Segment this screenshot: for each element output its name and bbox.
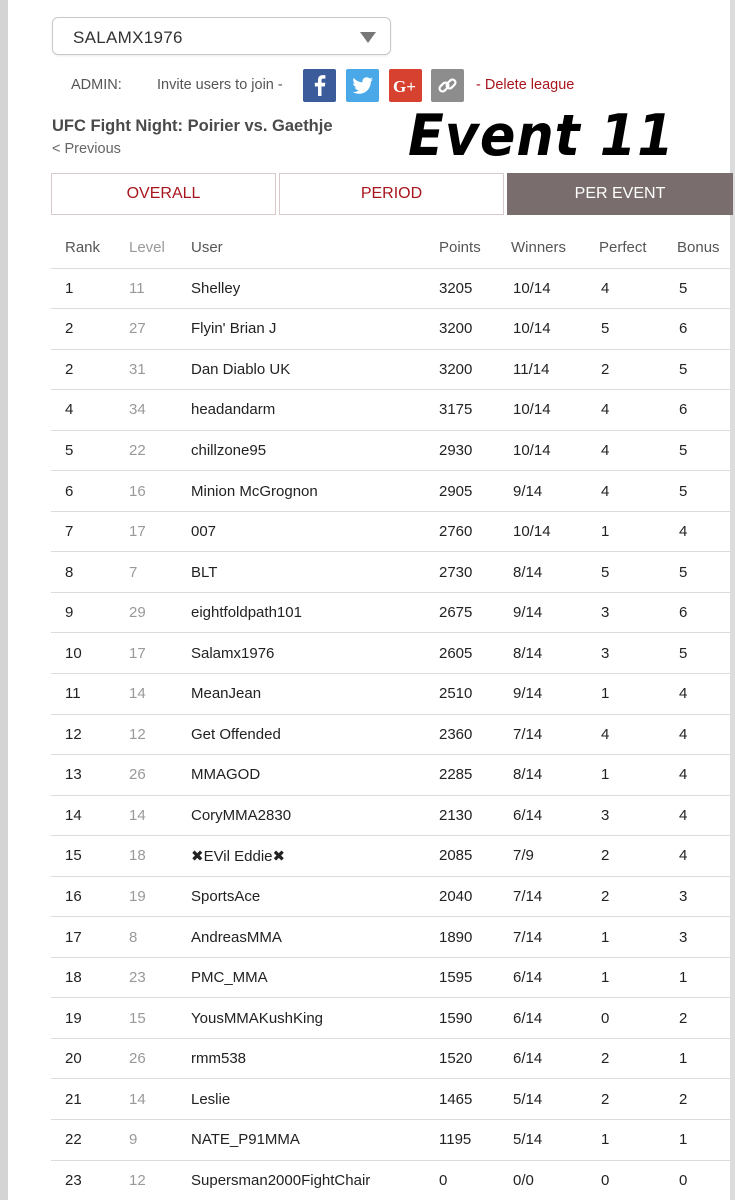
bonus-cell: 5 [677,552,733,593]
winners-cell: 6/14 [511,998,599,1039]
winners-cell: 6/14 [511,957,599,998]
winners-cell: 8/14 [511,633,599,674]
points-cell: 1520 [439,1038,511,1079]
table-row[interactable] [51,430,733,471]
user-cell[interactable]: Get Offended [191,714,439,755]
winners-cell: 10/14 [511,511,599,552]
table-row[interactable] [51,309,733,350]
league-select-value: SALAMX1976 [73,28,183,47]
bonus-cell: 5 [677,633,733,674]
rank-cell: 20 [51,1038,129,1079]
perfect-cell: 2 [599,1079,677,1120]
header-bonus[interactable]: Bonus [677,239,720,257]
tab-overall[interactable]: OVERALL [51,173,276,215]
perfect-cell: 0 [599,998,677,1039]
table-row[interactable] [51,1079,733,1120]
table-row[interactable] [51,795,733,836]
perfect-cell: 3 [599,633,677,674]
table-row[interactable] [51,1119,733,1160]
rank-cell: 2 [51,309,129,350]
link-icon[interactable] [431,69,464,102]
rank-cell: 6 [51,471,129,512]
perfect-cell: 4 [599,471,677,512]
table-row[interactable] [51,390,733,431]
table-row[interactable] [51,714,733,755]
winners-cell: 5/14 [511,1079,599,1120]
points-cell: 1195 [439,1119,511,1160]
perfect-cell: 1 [599,1119,677,1160]
table-row[interactable] [51,876,733,917]
bonus-cell: 5 [677,349,733,390]
bonus-cell: 4 [677,714,733,755]
points-cell: 3200 [439,349,511,390]
header-level[interactable]: Level [129,239,165,257]
user-cell[interactable]: headandarm [191,390,439,431]
table-row[interactable] [51,471,733,512]
winners-cell: 9/14 [511,673,599,714]
winners-cell: 9/14 [511,592,599,633]
level-cell: 12 [129,714,191,755]
perfect-cell: 1 [599,957,677,998]
user-cell[interactable]: ✖EVil Eddie✖ [191,836,439,877]
rank-cell: 16 [51,876,129,917]
winners-cell: 11/14 [511,349,599,390]
rank-cell: 13 [51,755,129,796]
user-cell[interactable]: 007 [191,511,439,552]
bonus-cell: 1 [677,1119,733,1160]
perfect-cell: 4 [599,268,677,309]
leaderboard-table [51,228,733,1200]
winners-cell: 5/14 [511,1119,599,1160]
rank-cell: 4 [51,390,129,431]
rank-cell: 22 [51,1119,129,1160]
table-row[interactable] [51,1160,733,1200]
bonus-cell: 3 [677,876,733,917]
google-plus-icon[interactable] [389,69,422,102]
user-cell[interactable]: MeanJean [191,673,439,714]
table-row[interactable] [51,511,733,552]
bonus-cell: 1 [677,957,733,998]
winners-cell: 7/14 [511,714,599,755]
winners-cell: 7/9 [511,836,599,877]
perfect-cell: 1 [599,673,677,714]
level-cell: 14 [129,1079,191,1120]
level-cell: 14 [129,795,191,836]
points-cell: 0 [439,1160,511,1200]
header-user[interactable]: User [191,239,223,257]
table-row[interactable] [51,268,733,309]
table-row[interactable] [51,673,733,714]
user-cell[interactable]: Dan Diablo UK [191,349,439,390]
points-cell: 2085 [439,836,511,877]
rank-cell: 10 [51,633,129,674]
points-cell: 2605 [439,633,511,674]
svg-text:G+: G+ [393,77,416,96]
bonus-cell: 6 [677,390,733,431]
bonus-cell: 4 [677,795,733,836]
user-cell[interactable]: NATE_P91MMA [191,1119,439,1160]
points-cell: 2360 [439,714,511,755]
points-cell: 1595 [439,957,511,998]
rank-cell: 8 [51,552,129,593]
table-row[interactable] [51,1038,733,1079]
user-cell[interactable]: Leslie [191,1079,439,1120]
level-cell: 29 [129,592,191,633]
rank-cell: 5 [51,430,129,471]
bonus-cell: 4 [677,836,733,877]
perfect-cell: 1 [599,755,677,796]
points-cell: 2040 [439,876,511,917]
bonus-cell: 4 [677,673,733,714]
user-cell[interactable]: PMC_MMA [191,957,439,998]
table-row[interactable] [51,998,733,1039]
table-row[interactable] [51,957,733,998]
table-row[interactable] [51,836,733,877]
rank-cell: 1 [51,268,129,309]
bonus-cell: 4 [677,755,733,796]
rank-cell: 12 [51,714,129,755]
winners-cell: 8/14 [511,552,599,593]
admin-label: ADMIN: [71,77,122,93]
header-winners[interactable]: Winners [511,239,567,257]
perfect-cell: 2 [599,836,677,877]
perfect-cell: 1 [599,917,677,958]
level-cell: 23 [129,957,191,998]
bonus-cell: 2 [677,1079,733,1120]
winners-cell: 10/14 [511,430,599,471]
winners-cell: 8/14 [511,755,599,796]
points-cell: 2760 [439,511,511,552]
winners-cell: 7/14 [511,917,599,958]
user-cell[interactable]: AndreasMMA [191,917,439,958]
points-cell: 2130 [439,795,511,836]
perfect-cell: 3 [599,592,677,633]
perfect-cell: 4 [599,390,677,431]
level-cell: 9 [129,1119,191,1160]
perfect-cell: 2 [599,349,677,390]
user-cell[interactable]: eightfoldpath101 [191,592,439,633]
winners-cell: 10/14 [511,268,599,309]
level-cell: 26 [129,755,191,796]
perfect-cell: 2 [599,876,677,917]
user-cell[interactable]: Minion McGrognon [191,471,439,512]
rank-cell: 21 [51,1079,129,1120]
rank-cell: 7 [51,511,129,552]
perfect-cell: 3 [599,795,677,836]
admin-row [71,68,631,102]
period-tabs [51,173,733,216]
rank-cell: 2 [51,349,129,390]
user-cell[interactable]: Salamx1976 [191,633,439,674]
points-cell: 3200 [439,309,511,350]
user-cell[interactable]: CoryMMA2830 [191,795,439,836]
level-cell: 34 [129,390,191,431]
level-cell: 8 [129,917,191,958]
table-row[interactable] [51,349,733,390]
left-edge [0,0,8,1200]
delete-league-link[interactable]: - Delete league [476,77,575,93]
rank-cell: 19 [51,998,129,1039]
level-cell: 18 [129,836,191,877]
user-cell[interactable]: YousMMAKushKing [191,998,439,1039]
bonus-cell: 6 [677,592,733,633]
tab-per-event[interactable]: PER EVENT [507,173,733,215]
user-cell[interactable]: MMAGOD [191,755,439,796]
winners-cell: 0/0 [511,1160,599,1200]
level-cell: 7 [129,552,191,593]
rank-cell: 14 [51,795,129,836]
bonus-cell: 0 [677,1160,733,1200]
bonus-cell: 3 [677,917,733,958]
points-cell: 2930 [439,430,511,471]
level-cell: 27 [129,309,191,350]
level-cell: 19 [129,876,191,917]
points-cell: 2905 [439,471,511,512]
previous-link[interactable]: < Previous [52,141,121,157]
league-select[interactable] [52,17,391,55]
points-cell: 3175 [439,390,511,431]
perfect-cell: 4 [599,430,677,471]
level-cell: 17 [129,633,191,674]
user-cell[interactable]: Shelley [191,268,439,309]
level-cell: 17 [129,511,191,552]
bonus-cell: 6 [677,309,733,350]
perfect-cell: 5 [599,552,677,593]
twitter-icon[interactable] [346,69,379,102]
header-perfect[interactable]: Perfect [599,239,647,257]
user-cell[interactable]: SportsAce [191,876,439,917]
winners-cell: 10/14 [511,390,599,431]
table-row[interactable] [51,917,733,958]
table-header-row [51,228,733,268]
user-cell[interactable]: rmm538 [191,1038,439,1079]
tab-period[interactable]: PERIOD [279,173,504,215]
user-cell[interactable]: Flyin' Brian J [191,309,439,350]
perfect-cell: 4 [599,714,677,755]
header-rank[interactable]: Rank [65,239,101,257]
level-cell: 11 [129,268,191,309]
points-cell: 2285 [439,755,511,796]
user-cell[interactable]: Supersman2000FightChair [191,1160,439,1200]
points-cell: 3205 [439,268,511,309]
level-cell: 15 [129,998,191,1039]
points-cell: 1465 [439,1079,511,1120]
table-row[interactable] [51,592,733,633]
chevron-down-icon [360,32,376,43]
rank-cell: 11 [51,673,129,714]
event-title: UFC Fight Night: Poirier vs. Gaethje [52,117,333,135]
rank-cell: 15 [51,836,129,877]
table-row[interactable] [51,633,733,674]
level-cell: 16 [129,471,191,512]
facebook-icon[interactable] [303,69,336,102]
level-cell: 22 [129,430,191,471]
perfect-cell: 1 [599,511,677,552]
user-cell[interactable]: BLT [191,552,439,593]
perfect-cell: 0 [599,1160,677,1200]
level-cell: 14 [129,673,191,714]
rank-cell: 23 [51,1160,129,1200]
bonus-cell: 2 [677,998,733,1039]
level-cell: 12 [129,1160,191,1200]
winners-cell: 6/14 [511,795,599,836]
user-cell[interactable]: chillzone95 [191,430,439,471]
invite-label: Invite users to join - [157,77,283,93]
rank-cell: 18 [51,957,129,998]
level-cell: 31 [129,349,191,390]
bonus-cell: 4 [677,511,733,552]
points-cell: 2675 [439,592,511,633]
points-cell: 2510 [439,673,511,714]
bonus-cell: 5 [677,268,733,309]
bonus-cell: 5 [677,430,733,471]
event-overlay-caption: Event 11 [408,103,675,169]
points-cell: 2730 [439,552,511,593]
winners-cell: 7/14 [511,876,599,917]
points-cell: 1890 [439,917,511,958]
rank-cell: 9 [51,592,129,633]
winners-cell: 10/14 [511,309,599,350]
table-row[interactable] [51,552,733,593]
rank-cell: 17 [51,917,129,958]
level-cell: 26 [129,1038,191,1079]
table-row[interactable] [51,755,733,796]
perfect-cell: 2 [599,1038,677,1079]
header-points[interactable]: Points [439,239,481,257]
winners-cell: 9/14 [511,471,599,512]
points-cell: 1590 [439,998,511,1039]
bonus-cell: 5 [677,471,733,512]
winners-cell: 6/14 [511,1038,599,1079]
perfect-cell: 5 [599,309,677,350]
bonus-cell: 1 [677,1038,733,1079]
